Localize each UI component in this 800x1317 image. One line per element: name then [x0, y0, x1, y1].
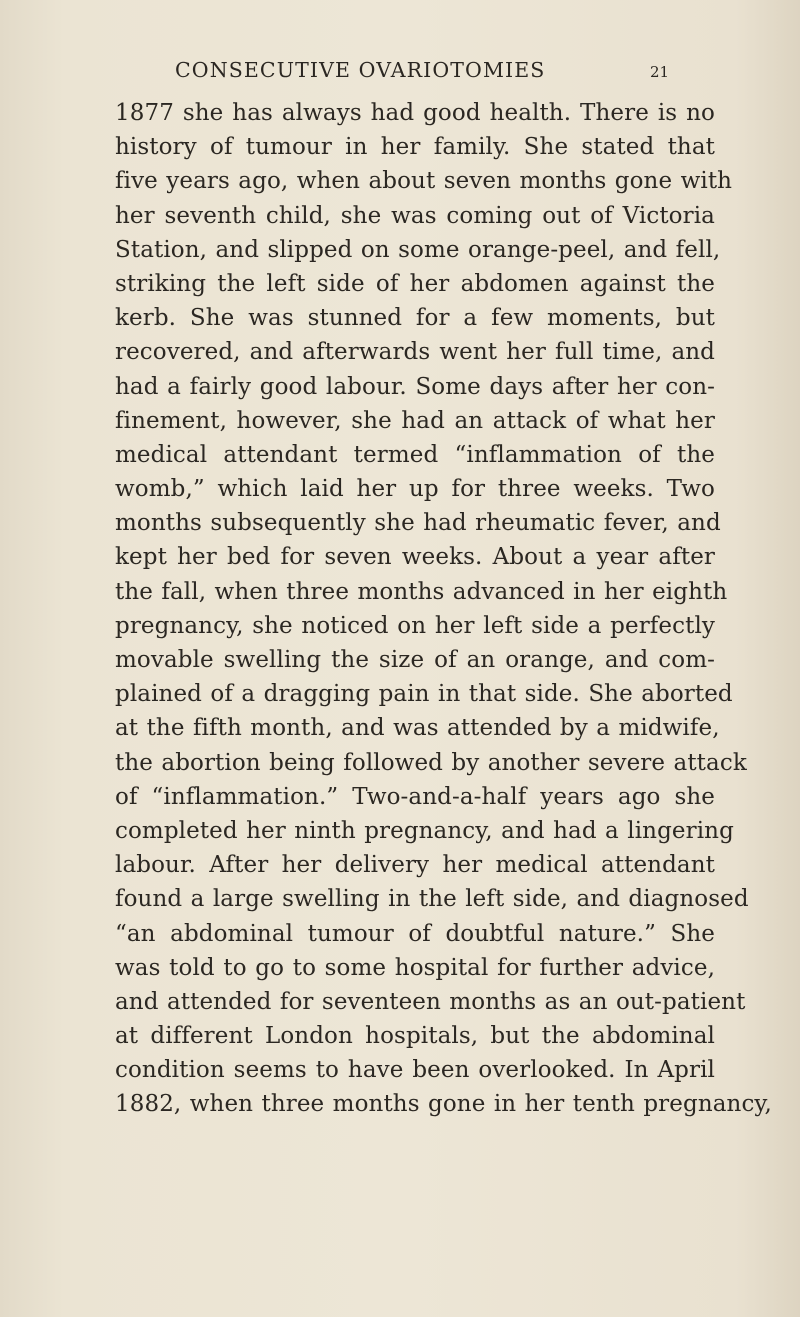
text-line: the fall, when three months advanced in her eighth	[115, 578, 728, 605]
text-line: plained of a dragging pain in that side. She aborted	[115, 681, 733, 708]
text-line: kept her bed for seven weeks. About a year after	[115, 544, 715, 571]
text-line: 1882, when three months gone in her tenth pregnancy,	[115, 1091, 772, 1118]
text-line: had a fairly good labour. Some days after her con-	[115, 373, 715, 400]
text-line: womb,” which laid her up for three weeks. Two	[115, 476, 715, 503]
text-line: “an abdominal tumour of doubtful nature.” She	[115, 920, 715, 947]
text-line: recovered, and afterwards went her full time, and	[115, 339, 715, 366]
body-text	[115, 96, 772, 1122]
text-line: labour. After her delivery her medical attendant	[115, 852, 715, 879]
text-line: pregnancy, she noticed on her left side a perfectly	[115, 612, 715, 639]
text-line: condition seems to have been overlooked. In April	[115, 1057, 715, 1084]
text-line: at different London hospitals, but the abdominal	[115, 1023, 715, 1050]
text-line: her seventh child, she was coming out of Victoria	[115, 202, 715, 229]
text-line: of “inflammation.” Two-and-a-half years ago she	[115, 783, 715, 810]
text-line: 1877 she has always had good health. There is no	[115, 100, 715, 126]
text-line: found a large swelling in the left side, and diagnosed	[115, 886, 749, 913]
text-line: history of tumour in her family. She stated that	[115, 134, 715, 161]
text-line: Station, and slipped on some orange-peel, and fell,	[115, 236, 721, 263]
running-title: CONSECUTIVE OVARIOTOMIES	[175, 58, 546, 82]
text-line: was told to go to some hospital for further advice,	[115, 954, 715, 981]
text-line: the abortion being followed by another severe attack	[115, 749, 747, 776]
text-line: striking the left side of her abdomen against the	[115, 270, 715, 297]
page-header	[115, 58, 715, 92]
text-line: at the fifth month, and was attended by a midwife,	[115, 715, 720, 742]
text-line: five years ago, when about seven months gone with	[115, 168, 733, 195]
text-line: medical attendant termed “inflammation of the	[115, 441, 715, 468]
page-number: 21	[650, 63, 670, 81]
text-line: months subsequently she had rheumatic fever, and	[115, 510, 721, 537]
text-line: finement, however, she had an attack of what her	[115, 407, 715, 434]
text-line: completed her ninth pregnancy, and had a lingering	[115, 817, 734, 844]
text-line: movable swelling the size of an orange, and com-	[115, 647, 715, 673]
text-line: kerb. She was stunned for a few moments, but	[115, 305, 715, 332]
text-line: and attended for seventeen months as an out-patient	[115, 988, 746, 1015]
